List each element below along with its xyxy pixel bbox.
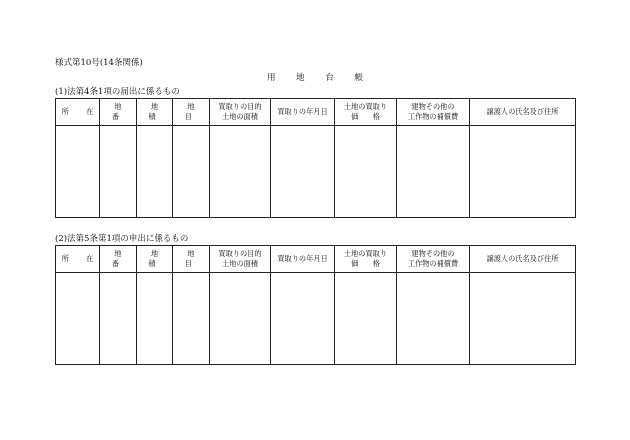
column-header-lot-number: 地 番 bbox=[100, 99, 137, 126]
table-header-row bbox=[56, 246, 576, 273]
column-header-location: 所 在 bbox=[56, 246, 100, 273]
form-number: 様式第10号(14条関係) bbox=[55, 58, 143, 68]
column-header-land-area: 地 積 bbox=[137, 246, 173, 273]
column-header-land-area: 地 積 bbox=[137, 99, 173, 126]
column-header-purchase-price: 土地の買取り 価 格 bbox=[335, 99, 397, 126]
table-row bbox=[56, 126, 576, 218]
table-row bbox=[56, 273, 576, 365]
column-header-land-category: 地 目 bbox=[173, 246, 210, 273]
table-cell bbox=[56, 126, 100, 218]
table-cell bbox=[210, 126, 271, 218]
column-header-location: 所 在 bbox=[56, 99, 100, 126]
table-cell bbox=[100, 126, 137, 218]
column-header-lot-number: 地 番 bbox=[100, 246, 137, 273]
table-cell bbox=[173, 273, 210, 365]
table-cell bbox=[137, 126, 173, 218]
column-header-building-compensation: 建物その他の 工作物の補償費 bbox=[397, 246, 470, 273]
table-cell bbox=[210, 273, 271, 365]
table-cell bbox=[335, 126, 397, 218]
ledger-table-1 bbox=[55, 98, 576, 218]
column-header-purchase-price: 土地の買取り 価 格 bbox=[335, 246, 397, 273]
column-header-transferor-name-address: 譲渡人の氏名及び住所 bbox=[470, 99, 576, 126]
table-header-row bbox=[56, 99, 576, 126]
table-cell bbox=[137, 273, 173, 365]
column-header-land-category: 地 目 bbox=[173, 99, 210, 126]
table-cell bbox=[397, 273, 470, 365]
table-cell bbox=[335, 273, 397, 365]
table-cell bbox=[100, 273, 137, 365]
table-cell bbox=[397, 126, 470, 218]
table-cell bbox=[56, 273, 100, 365]
column-header-purchase-purpose-area: 買取りの目的 土地の面積 bbox=[210, 246, 271, 273]
table-cell bbox=[271, 273, 335, 365]
table-cell bbox=[173, 126, 210, 218]
document-title: 用 地 台 帳 bbox=[266, 73, 373, 83]
table-cell bbox=[271, 126, 335, 218]
section-heading-1: (1)法第4条1項の届出に係るもの bbox=[55, 87, 180, 97]
table-cell bbox=[470, 273, 576, 365]
column-header-purchase-purpose-area: 買取りの目的 土地の面積 bbox=[210, 99, 271, 126]
table-cell bbox=[470, 126, 576, 218]
section-heading-2: (2)法第5条第1項の申出に係るもの bbox=[55, 234, 189, 244]
column-header-building-compensation: 建物その他の 工作物の補償費 bbox=[397, 99, 470, 126]
column-header-transferor-name-address: 譲渡人の氏名及び住所 bbox=[470, 246, 576, 273]
column-header-purchase-date: 買取りの年月日 bbox=[271, 99, 335, 126]
column-header-purchase-date: 買取りの年月日 bbox=[271, 246, 335, 273]
ledger-table-2 bbox=[55, 245, 576, 365]
